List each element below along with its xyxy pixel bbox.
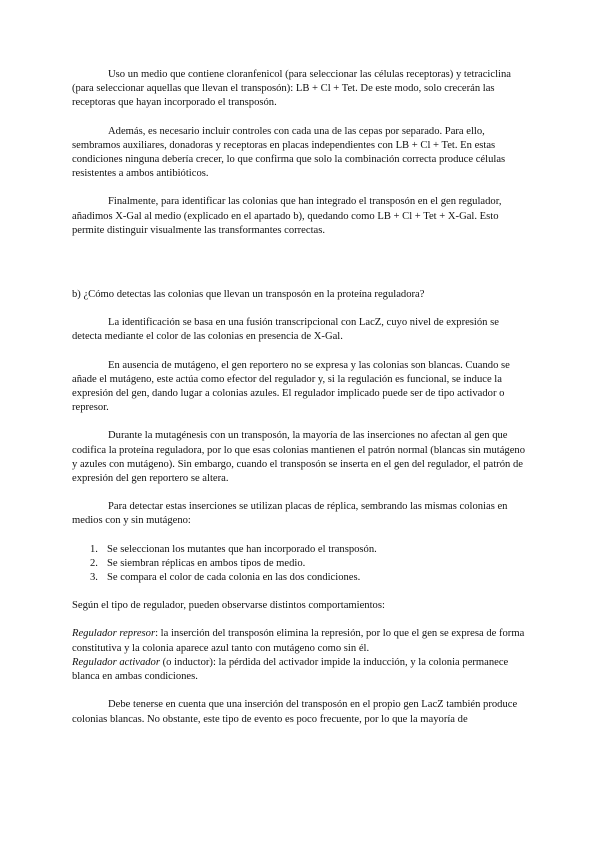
list-item: 2. Se siembran réplicas en ambos tipos de medio.: [90, 557, 306, 569]
paragraph-absence: En ausencia de mutágeno, el gen reportero no se expresa y las colonias son blancas. Cuando se añade el mutágeno, este actúa como efector del regulador y, si la regulación es funcional, se induce la expresión del gen, dando lugar a colonias azules. El regulador implicado puede ser de tipo activador o represor.: [72, 359, 510, 414]
paragraph-replica: Para detectar estas inserciones se utilizan placas de réplica, sembrando las mismas colonias en medios con y sin mutágeno:: [72, 501, 508, 527]
list-item: 1. Se seleccionan los mutantes que han incorporado el transposón.: [90, 543, 377, 555]
paragraph-behaviours: Según el tipo de regulador, pueden observarse distintos comportamientos:: [72, 600, 385, 612]
section-heading-b: b) ¿Cómo detectas las colonias que llevan un transposón en la proteína reguladora?: [72, 289, 425, 301]
paragraph-lacz-note: Debe tenerse en cuenta que una inserción del transposón en el propio gen LacZ también produce colonias blancas. No obstante, este tipo de evento es poco frecuente, por lo que la mayoría de: [72, 699, 518, 725]
paragraph-activator: Regulador activador (o inductor): la pérdida del activador impide la inducción, y la colonia permanece blanca en ambas condiciones.: [72, 656, 509, 683]
list-item: 3. Se compara el color de cada colonia en las dos condiciones.: [90, 572, 361, 584]
paragraph-controls: Además, es necesario incluir controles con cada una de las cepas por separado. Para ello, sembramos auxiliares, donadoras y receptoras en placas independientes con LB + Cl + Tet. En estas condiciones ninguna debería crecer, lo que confirma que solo la combinación correcta produce células resistentes a ambos antibióticos.: [72, 125, 506, 180]
paragraph-repressor: Regulador represor: la inserción del transposón elimina la represión, por lo que el gen se expresa de forma constitutiva y la colonia aparece azul tanto con mutágeno como sin él.: [72, 628, 525, 654]
paragraph-mutagenesis: Durante la mutagénesis con un transposón, la mayoría de las inserciones no afectan al gen que codifica la proteína reguladora, por lo que esas colonias mantienen el patrón normal (blancas sin mutágeno y azules con mutágeno). Sin embargo, cuando el transposón se inserta en el gen del regulador, el patrón de expresión del gen reportero se altera.: [72, 430, 526, 485]
document-page: [72, 68, 528, 727]
steps-list: [72, 543, 528, 586]
paragraph-identification: La identificación se basa en una fusión transcripcional con LacZ, cuyo nivel de expresión se detecta mediante el color de las colonias en presencia de X-Gal.: [72, 317, 499, 343]
paragraph-xgal: Finalmente, para identificar las colonias que han integrado el transposón en el gen regulador, añadimos X-Gal al medio (explicado en el apartado b), quedando como LB + Cl + Tet + X-Gal. Esto permite distinguir visualmente las transformantes correctas.: [72, 196, 502, 236]
term-activator: Regulador activador: [72, 656, 160, 668]
paragraph-medium: Uso un medio que contiene cloranfenicol (para seleccionar las células receptoras) y tetraciclina (para seleccionar aquellas que llevan el transposón): LB + Cl + Tet. De este modo, solo crecerán las receptoras que hayan incorporado el transposón.: [72, 69, 511, 109]
term-repressor: Regulador represor: [72, 628, 156, 640]
